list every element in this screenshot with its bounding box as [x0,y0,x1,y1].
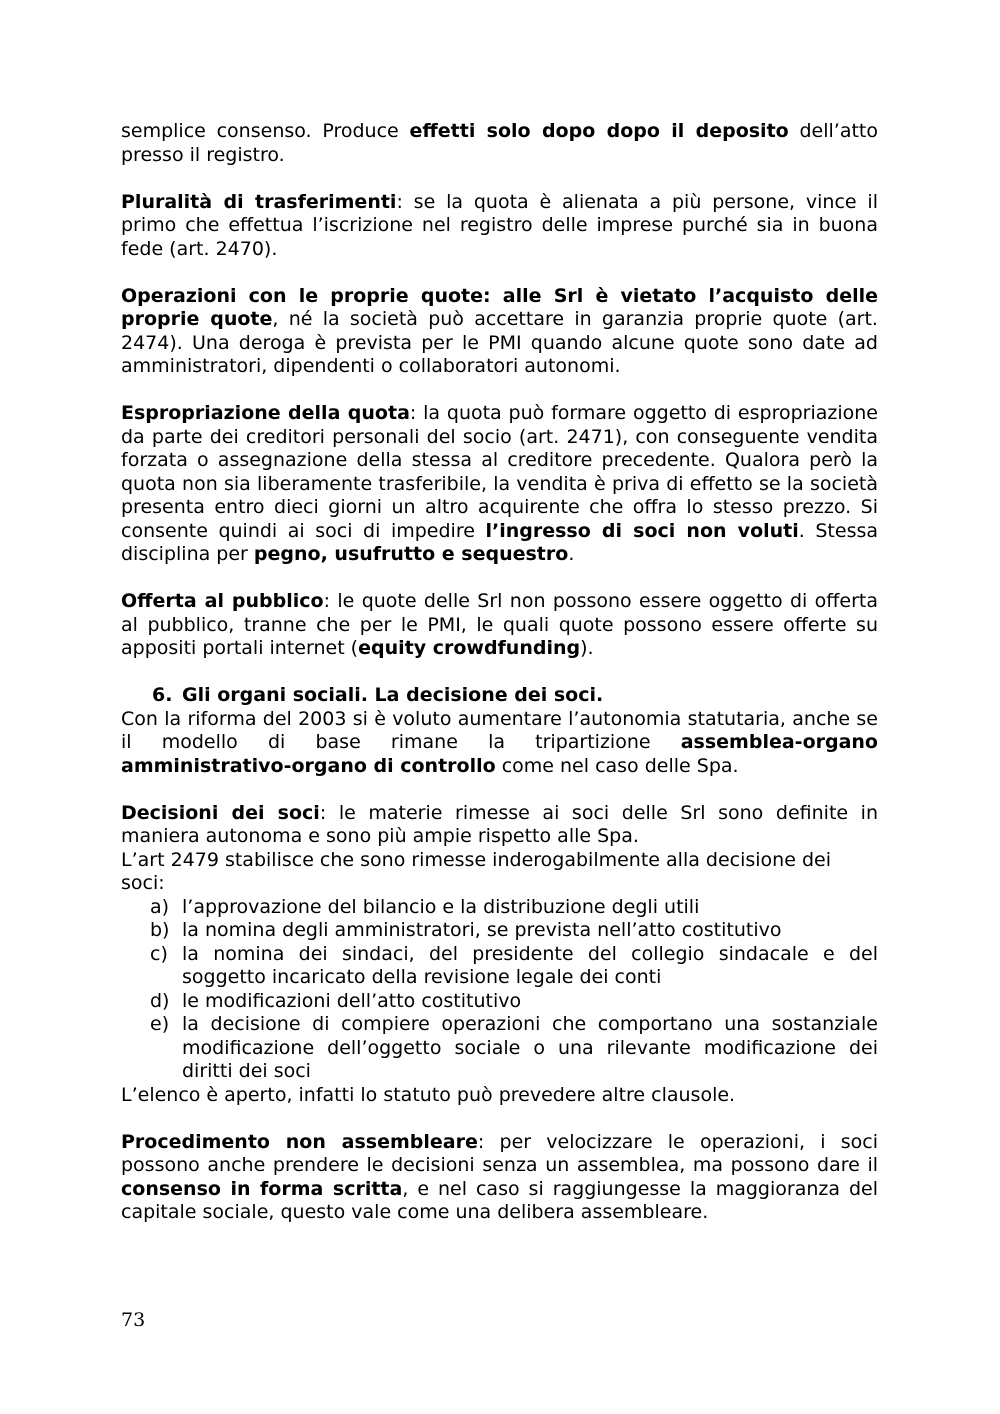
spacer [121,261,878,285]
bold-text: pegno, usufrutto e sequestro [253,543,569,565]
list-marker: a) [150,895,170,918]
list-item-text: le modificazioni dell’atto costitutivo [182,989,522,1012]
term-procedimento: Procedimento non assembleare [121,1130,478,1153]
list-marker: e) [150,1013,170,1035]
list-marker: c) [150,942,168,965]
page-body [121,120,878,1225]
list-marker: d) [150,989,170,1012]
bold-text: effetti solo dopo dopo il deposito [409,120,789,142]
term-offerta: Offerta al pubblico [121,590,324,612]
text: . Stessa disciplina per [121,519,879,565]
section-heading [121,684,878,708]
text: , né la società può accettare in garanzia proprie quote (art. 2474). Una deroga è prevista per le PMI quando alcune quote sono date ad amministratori, dipendenti o collaboratori autonomi. [121,308,878,377]
paragraph-procedimento [121,1131,878,1225]
bold-text: assemblea-organo amministrativo-organo di controllo [121,731,878,777]
list-item-text: la nomina degli amministratori, se prevista nell’atto costitutivo [182,919,782,941]
paragraph-deposit [121,120,878,167]
list-item [121,896,878,920]
text: : per velocizzare le operazioni, i soci possono anche prendere le decisioni senza un assemblea, ma possono dare il [121,1130,878,1176]
list-item [121,919,878,943]
paragraph-art2479: L’art 2479 stabilisce che sono rimesse inderogabilmente alla decisione dei soci: [121,848,831,894]
paragraph-operazioni [121,285,878,379]
term-operazioni: Operazioni con le proprie quote: alle Srl è vietato l’acquisto delle proprie quote [121,284,878,330]
list-item [121,1013,878,1084]
paragraph-espropriazione [121,402,878,567]
text: Con la riforma del 2003 si è voluto aumentare l’autonomia statutaria, anche se il modello di base rimane la tripartizione [121,707,878,753]
bold-text: consenso in forma scritta [121,1177,403,1200]
spacer [121,379,878,403]
spacer [121,167,878,191]
text: dell’atto presso il registro. [121,120,878,166]
spacer [121,567,878,591]
page-number: 73 [121,1309,146,1331]
term-decisioni: Decisioni dei soci [121,801,320,824]
text: . [568,543,575,565]
paragraph-pluralita [121,191,878,262]
list-item-text: l’approvazione del bilancio e la distribuzione degli utili [182,895,700,918]
list-item-text: la decisione di compiere operazioni che comportano una sostanziale modificazione dell’oggetto sociale o una rilevante modificazione dei diritti dei soci [182,1013,878,1082]
spacer [121,661,878,685]
text: : le materie rimesse ai soci delle Srl sono definite in maniera autonoma e sono più ampie rispetto alle Spa. [121,801,878,847]
text: , e nel caso si raggiungesse la maggioranza del capitale sociale, questo vale come una delibera assembleare. [121,1177,879,1223]
list-item-text: la nomina dei sindaci, del presidente del collegio sindacale e del soggetto incaricato della revisione legale dei conti [182,942,878,988]
decisions-list [121,896,878,1084]
spacer [121,778,878,802]
text: semplice consenso. Produce [121,120,410,142]
section-title: Gli organi sociali. La decisione dei soci. [182,684,604,706]
bold-text: l’ingresso di soci non voluti [485,519,799,542]
text: : la quota può formare oggetto di espropriazione da parte dei creditori personali del socio (art. 2471), con conseguente vendita forzata o assegnazione della stessa al creditore precedente. Qualora però la quota non sia liberamente trasferibile, la vendita è priva di effetto se la società presenta entro dieci giorni un altro acquirente che offra lo stesso prezzo. Si consente quindi ai soci di impedire [121,402,878,542]
list-marker: b) [150,919,170,941]
section-number: 6. [152,684,173,706]
list-item [121,990,878,1014]
paragraph-riforma [121,708,878,779]
paragraph-elenco: L’elenco è aperto, infatti lo statuto può prevedere altre clausole. [121,1083,736,1106]
text: : se la quota è alienata a più persone, vince il primo che effettua l’iscrizione nel registro delle imprese purché sia in buona fede (art. 2470). [121,190,878,260]
bold-text: equity crowdfunding [358,637,581,659]
spacer [121,1107,878,1131]
list-item [121,943,878,990]
text: ). [580,637,594,659]
paragraph-offerta [121,590,878,661]
text: come nel caso delle Spa. [495,754,739,777]
paragraph-decisioni [121,802,878,849]
text: : le quote delle Srl non possono essere oggetto di offerta al pubblico, tranne che per le PMI, le quali quote possono essere offerte su appositi portali internet ( [121,590,878,659]
term-espropriazione: Espropriazione della quota [121,402,410,424]
term-pluralita: Pluralità di trasferimenti [121,190,397,213]
